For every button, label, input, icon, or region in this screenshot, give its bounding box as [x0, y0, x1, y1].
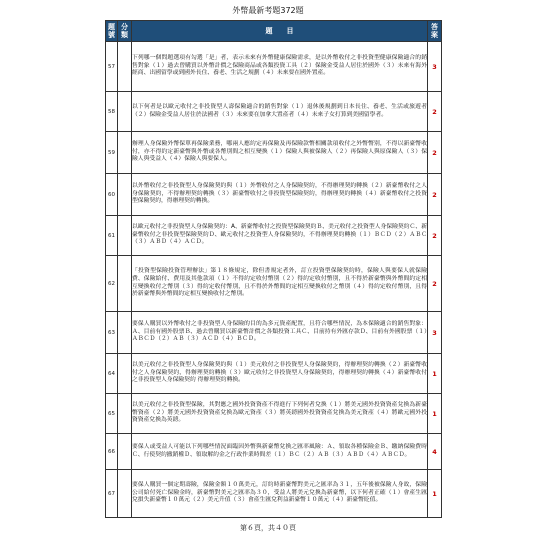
- header-number: 題號: [106, 21, 118, 42]
- table-row: [106, 174, 442, 216]
- question-answer: 2: [428, 216, 442, 256]
- question-number: 66: [106, 434, 118, 470]
- question-category: [118, 434, 132, 470]
- question-number: 61: [106, 216, 118, 256]
- question-number: 58: [106, 92, 118, 132]
- question-text: 以美元收付之非投資型人身保險契約與（１）美元收付之非投資型人身保險契約，得辦理契約轉換（２）新臺幣收付之人身保險契約，得辦理契約轉換（３）歐元收付之非投資型人身保險契約，得辦理契約轉換（４）新臺幣收付之非投資型人身保險契約 得辦理契約轉換。: [132, 354, 428, 394]
- question-category: [118, 256, 132, 312]
- question-category: [118, 42, 132, 92]
- table-row: [106, 92, 442, 132]
- question-answer: 1: [428, 354, 442, 394]
- question-text: 以歐元收付之非投資型人身保險契約：A、新臺幣收付之投資型保險契約Ｂ、美元收付之投資型人身保險契約Ｃ、新臺幣收付之非投資型保險契約Ｄ、歐元收付之投資型人身保險契約，不得辦理契約轉換（１）ＢＣＤ（２）ＡＢＣ（３）ＡＢＤ（４）ＡＣＤ。: [132, 216, 428, 256]
- question-text: 「投資型保險投資管理辦法」第１８條規定，除但書規定者外，訂立投資型保險契約時，保險人與要保人就保險費、保險給付、費用及其他款項（１）不得約定收付幣別（２）得約定收付幣別，且不得於新臺幣與外幣間約定相互變換收付之幣別（３）得約定收付幣別，且不得於外幣間約定相互變換收付之幣別（４）得約定收付幣別，且得於新臺幣與外幣間約定相互變換收付之幣別。: [132, 256, 428, 312]
- question-number: 59: [106, 132, 118, 174]
- question-category: [118, 216, 132, 256]
- header-category: 分類: [118, 21, 132, 42]
- question-text: 以美元收付之非投資型保險，其對應之國外投資資產不得進行下列何者兌換（１）將美元國外投資資產兌換為新臺幣資產（２）將美元國外投資資產兌換為歐元資產（３）將英鎊國外投資資產兌換為美元資產（４）將歐元國外投資資產兌換為英鎊。: [132, 394, 428, 434]
- question-answer: 2: [428, 256, 442, 312]
- question-text: 要保人購買以外幣收付之非投資型人身保險的目的為多元資產配置，且符合哪些情況，為本保險適合的銷售對象：Ａ、目前有國外股票Ｂ、過去曾購買以新臺幣計價之各類投資工具Ｃ、目前持有外匯存款Ｄ、目前有外國股票（１）ＡＢＣＤ（２）ＡＢ（３）ＡＣＤ（４）ＢＣＤ。: [132, 312, 428, 354]
- question-number: 57: [106, 42, 118, 92]
- header-answer: 答案: [428, 21, 442, 42]
- table-row: [106, 256, 442, 312]
- question-text: 下列哪一個問題選項有勾選「是」者，表示未來有外幣健康保險需求，是以外幣收付之非投資型健康保險適合的銷售對象（１）過去曾購買以外幣計價之保險商品或各類投資工具（２）保險金受益人居住於國外（３）未來有海外經商、出國留學或到國外長住、養老、生活之規劃（４）未來要在國外置產。: [132, 42, 428, 92]
- question-number: 60: [106, 174, 118, 216]
- table-row: [106, 470, 442, 518]
- table-row: [106, 394, 442, 434]
- table-row: [106, 132, 442, 174]
- question-text: 辦理人身保險外幣保單再保險業務，哪兩人應約定再保險及再保險款幣相關款項收付之外幣幣別，不得以新臺幣收付，亦不得約定新臺幣與外幣或各幣別間之相互變換（１）保險人與被保險人（２）再保險人與原保險人（３）保險人與受益人（４）保險人與要保人。: [132, 132, 428, 174]
- table-row: [106, 434, 442, 470]
- page-title: 外幣最新考題372題: [232, 6, 304, 15]
- table-row: [106, 354, 442, 394]
- question-number: 62: [106, 256, 118, 312]
- question-answer: 3: [428, 42, 442, 92]
- header-question: 題 目: [132, 21, 428, 42]
- question-category: [118, 92, 132, 132]
- question-category: [118, 470, 132, 518]
- question-number: 65: [106, 394, 118, 434]
- table-row: [106, 312, 442, 354]
- question-answer: 1: [428, 470, 442, 518]
- question-table: [105, 20, 442, 518]
- question-number: 67: [106, 470, 118, 518]
- page-footer: 第６頁，共４０頁: [240, 524, 296, 532]
- question-number: 63: [106, 312, 118, 354]
- question-category: [118, 132, 132, 174]
- question-answer: 3: [428, 312, 442, 354]
- table-row: [106, 216, 442, 256]
- question-text: 以下何者是以歐元收付之非投資型人壽保險適合的銷售對象（１）退休後規劃到日本長住、養老、生活或旅遊者（２）保險金受益人居住於法國者（３）未來要在加拿大置產者（４）未來子女打算到美國留學者。: [132, 92, 428, 132]
- question-number: 64: [106, 354, 118, 394]
- question-answer: 2: [428, 92, 442, 132]
- table-header-row: [106, 21, 442, 42]
- question-answer: 2: [428, 132, 442, 174]
- question-category: [118, 394, 132, 434]
- question-answer: 4: [428, 434, 442, 470]
- question-text: 要保人或受益人可能以下列哪些情況面臨因外幣與新臺幣兌換之匯率風險：Ａ、領取各種保險金Ｂ、繳納保險費時Ｃ、行使契約撤銷權Ｄ、領取解約金之行政作業時間差（１）ＢＣ（２）ＡＢ（３）ＡＢＤ（４）ＡＢＣＤ。: [132, 434, 428, 470]
- question-text: 要保人購買一個定期壽險，保險金額１０萬美元，訂約時新臺幣對美元之匯率為３１，五年後被保險人身故，保險公司給付死亡保險金時，新臺幣對美元之匯率為３０，受益人將美元兌換為新臺幣，以下何者正確（１）會產生匯兌損失新臺幣１０萬元（２）美元升值（３）會產生匯兌利益新臺幣１０萬元（４）新臺幣貶值。: [132, 470, 428, 518]
- question-answer: 2: [428, 174, 442, 216]
- question-category: [118, 312, 132, 354]
- question-text: 以外幣收付之非投資型人身保險契約與（１）外幣收付之人身保險契約，不得辦理契約轉換（２）新臺幣收付之人身保險契約，不得辦理契約轉換（３）新臺幣收付之非投資型保險契約，得辦理契約轉換（４）新臺幣收付之投資型保險契約，得辦理契約轉換。: [132, 174, 428, 216]
- question-category: [118, 174, 132, 216]
- question-answer: 1: [428, 394, 442, 434]
- question-category: [118, 354, 132, 394]
- table-row: [106, 42, 442, 92]
